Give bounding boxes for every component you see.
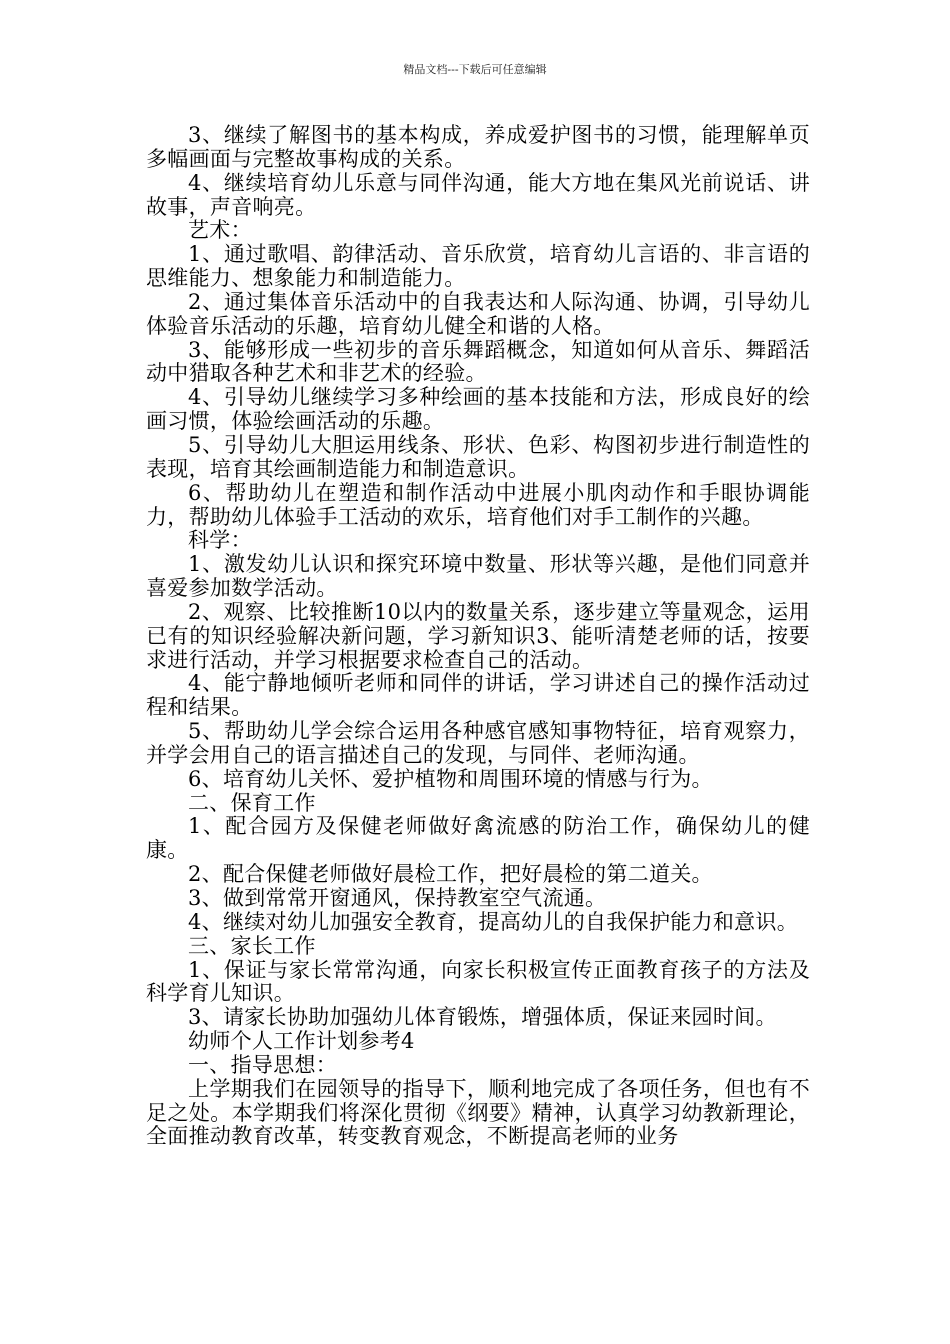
paragraph: 4、继续培育幼儿乐意与同伴沟通，能大方地在集风光前说话、讲故事，声音响亮。 — [146, 170, 810, 219]
section-heading-art: 艺术： — [188, 218, 252, 243]
paragraph: 1、保证与家长常常沟通，向家长积极宣传正面教育孩子的方法及科学育儿知识。 — [146, 957, 810, 1006]
paragraph: 4、能宁静地倾听老师和同伴的讲话，学习讲述自己的操作活动过程和结果。 — [146, 671, 810, 720]
paragraph: 3、做到常常开窗通风，保持教室空气流通。 — [188, 886, 607, 910]
paragraph: 1、通过歌唱、韵律活动、音乐欣赏，培育幼儿言语的、非言语的思维能力、想象能力和制造能力。 — [146, 242, 810, 291]
paragraph: 6、培育幼儿关怀、爱护植物和周围环境的情感与行为。 — [188, 766, 713, 791]
document-title: 幼师个人工作计划参考4 — [188, 1029, 415, 1054]
paragraph: 5、帮助幼儿学会综合运用各种感官感知事物特征，培育观察力，并学会用自己的语言描述自己的发现，与同伴、老师沟通。 — [146, 719, 810, 767]
section-heading-guiding: 一、指导思想： — [188, 1052, 338, 1077]
section-heading-parents: 三、家长工作 — [188, 933, 316, 958]
paragraph: 1、配合园方及保健老师做好禽流感的防治工作，确保幼儿的健康。 — [146, 814, 810, 863]
paragraph: 5、引导幼儿大胆运用线条、形状、色彩、构图初步进行制造性的表现，培育其绘画制造能力和制造意识。 — [146, 432, 810, 481]
document-body — [146, 124, 810, 1149]
section-heading-science: 科学： — [188, 528, 252, 553]
paragraph: 2、通过集体音乐活动中的自我表达和人际沟通、协调，引导幼儿体验音乐活动的乐趣，培育幼儿健全和谐的人格。 — [146, 289, 810, 338]
paragraph: 3、能够形成一些初步的音乐舞蹈概念，知道如何从音乐、舞蹈活动中猎取各种艺术和非艺术的经验。 — [146, 337, 810, 386]
paragraph: 1、激发幼儿认识和探究环境中数量、形状等兴趣，是他们同意并喜爱参加数学活动。 — [146, 552, 810, 601]
paragraph: 2、配合保健老师做好晨检工作，把好晨检的第二道关。 — [188, 862, 713, 887]
paragraph: 4、引导幼儿继续学习多种绘画的基本技能和方法，形成良好的绘画习惯，体验绘画活动的乐趣。 — [146, 385, 810, 434]
paragraph: 3、继续了解图书的基本构成，养成爱护图书的习惯，能理解单页多幅画面与完整故事构成的关系。 — [146, 123, 810, 171]
paragraph: 6、帮助幼儿在塑造和制作活动中进展小肌肉动作和手眼协调能力，帮助幼儿体验手工活动的欢乐，培育他们对手工制作的兴趣。 — [146, 480, 810, 529]
paragraph: 2、观察、比较推断10以内的数量关系，逐步建立等量观念，运用已有的知识经验解决新问题，学习新知识3、能听清楚老师的话，按要求进行活动，并学习根据要求检查自己的活动。 — [146, 599, 810, 672]
page-header: 精品文档---下载后可任意编辑 — [403, 63, 547, 76]
paragraph: 3、请家长协助加强幼儿体育锻炼，增强体质，保证来园时间。 — [188, 1005, 777, 1030]
paragraph: 上学期我们在园领导的指导下，顺利地完成了各项任务，但也有不足之处。本学期我们将深化贯彻《纲要》精神，认真学习幼教新理论，全面推动教育改革，转变教育观念，不断提高老师的业务 — [146, 1076, 810, 1149]
paragraph: 4、继续对幼儿加强安全教育，提高幼儿的自我保护能力和意识。 — [188, 909, 799, 934]
section-heading-care: 二、保育工作 — [188, 790, 316, 815]
